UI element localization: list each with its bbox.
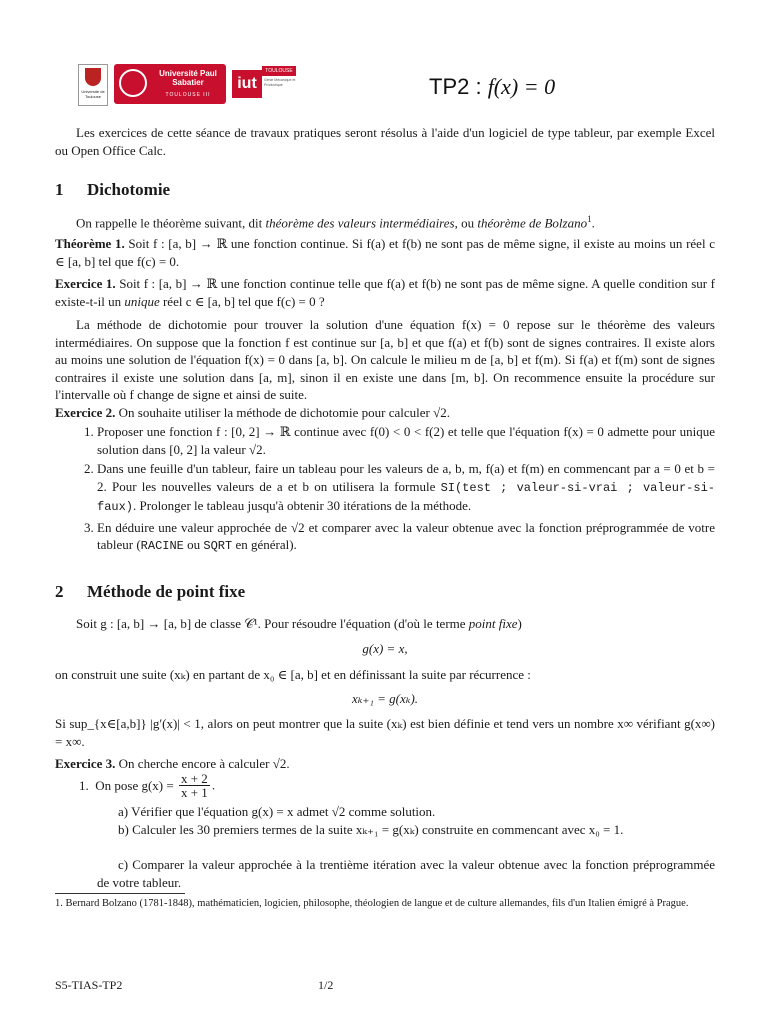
exercise-3: Exercice 3. On cherche encore à calculer √2.: [55, 756, 290, 771]
exercise-3-part-c: c) Comparer la valeur approchée à la trentième itération avec la valeur obtenue avec la fonction préprogrammée de votre tableur.: [97, 857, 715, 890]
exercise-1: Exercice 1. Soit f : [a, b] → ℝ une fonction continue telle que f(a) et f(b) ne sont pas de même signe. A quelle condition sur f existe-t-il un unique réel c ∈ [a, b] tel que f(c) = 0 ?: [55, 276, 715, 309]
list-item: 3. En déduire une valeur approchée de √2 et comparer avec la valeur obtenue avec la fonction préprogrammée de votre tableur (RACINE ou SQRT en général).: [97, 519, 715, 556]
section-1-heading: 1 Dichotomie: [55, 180, 171, 199]
fraction: $\frac{x + 2}{x + 1}$: [180, 771, 208, 800]
exercise-2-list: [55, 423, 715, 556]
iut-toulouse-logo: iut TOULOUSE Génie Mécanique et Productique: [232, 64, 296, 104]
theorem-1: Théorème 1. Soit f : [a, b] → ℝ une fonction continue. Si f(a) et f(b) ne sont pas de même signe, il existe au moins un réel c ∈ [a, b] tel que f(c) = 0.: [55, 236, 716, 269]
section-2-heading: 2 Méthode de point fixe: [55, 582, 246, 601]
list-item: 2. Dans une feuille d'un tableur, faire un tableau pour les valeurs de a, b, m, f(a) et f(m) en commencant par a = 0 et b = 2. Pour les nouvelles valeurs de a et b on utilisera la formule SI(test ; valeur-si-vrai ; valeur-si-faux). Prolonger le tableau jusqu'à obtenir 30 itérations de la méthode.: [97, 460, 715, 517]
footer-page-number: 1/2: [318, 978, 334, 992]
equation-recurrence: xₖ₊₁ = g(xₖ).: [351, 691, 419, 706]
sequence-construction: on construit une suite (xₖ) en partant de x₀ ∈ [a, b] et en définissant la suite par récurrence :: [55, 667, 531, 682]
equation-fixed-point: g(x) = x,: [362, 641, 408, 656]
convergence-condition: Si sup_{x∈[a,b]} |g′(x)| < 1, alors on peut montrer que la suite (xₖ) est bien définie et tend vers un nombre x∞ vérifiant g(x∞) = x∞.: [55, 716, 715, 749]
document-title: TP2 : f(x) = 0: [429, 74, 556, 99]
exercise-3-part-a: a) Vérifier que l'équation g(x) = x admet √2 comme solution.: [118, 804, 436, 819]
universite-toulouse-logo: Université de Toulouse: [78, 64, 108, 106]
exercise-3-part-b: b) Calculer les 30 premiers termes de la suite xₖ₊₁ = g(xₖ) construite en commencant avec x₀ = 1.: [118, 822, 624, 837]
dichotomy-method-paragraph: La méthode de dichotomie pour trouver la solution d'une équation f(x) = 0 repose sur le théorème des valeurs intermédiaires. On suppose que la fonction f est continue sur [a, b] et que f(a) et f(b) sont de signes contraires. Il existe alors au moins une solution de l'équation f(x) = 0 dans [a, b]. On calcule le milieu m de [a, b] et f(m). Si f(a) et f(m) sont de signes contraires il existe une solution dans [a, m], sinon il en existe une dans [m, b]. On recommence ensuite la procédure sur l'intervalle où f change de signe et ainsi de suite.: [55, 317, 715, 402]
bolzano-recall: On rappelle le théorème suivant, dit théorème des valeurs intermédiaires, ou théorème de Bolzano$^1$.: [76, 214, 595, 231]
footnote-rule: [55, 893, 185, 894]
paul-sabatier-logo: Université Paul Sabatier TOULOUSE III: [114, 64, 226, 104]
fixed-point-intro: Soit g : [a, b] → [a, b] de classe 𝒞¹. Pour résoudre l'équation (d'où le terme point fixe): [76, 616, 522, 631]
footer-course-code: S5-TIAS-TP2: [55, 978, 123, 992]
intro-paragraph: Les exercices de cette séance de travaux pratiques seront résolus à l'aide d'un logiciel de type tableur, par exemple Excel ou Open Office Calc.: [55, 125, 715, 158]
exercise-3-item-1: 1. On pose g(x) = $\frac{x + 2}{x + 1}$ .: [79, 771, 216, 800]
list-item: 1. Proposer une fonction f : [0, 2] → ℝ continue avec f(0) < 0 < f(2) et telle que l'équation f(x) = 0 admette pour unique solution dans [0, 2] la valeur √2.: [97, 423, 715, 458]
footnote: 1. Bernard Bolzano (1781-1848), mathématicien, logicien, philosophe, théologien de langue et de culture allemandes, fils d'un Italien émigré à Prague.: [55, 898, 689, 909]
exercise-2: Exercice 2. On souhaite utiliser la méthode de dichotomie pour calculer √2.: [55, 405, 450, 420]
